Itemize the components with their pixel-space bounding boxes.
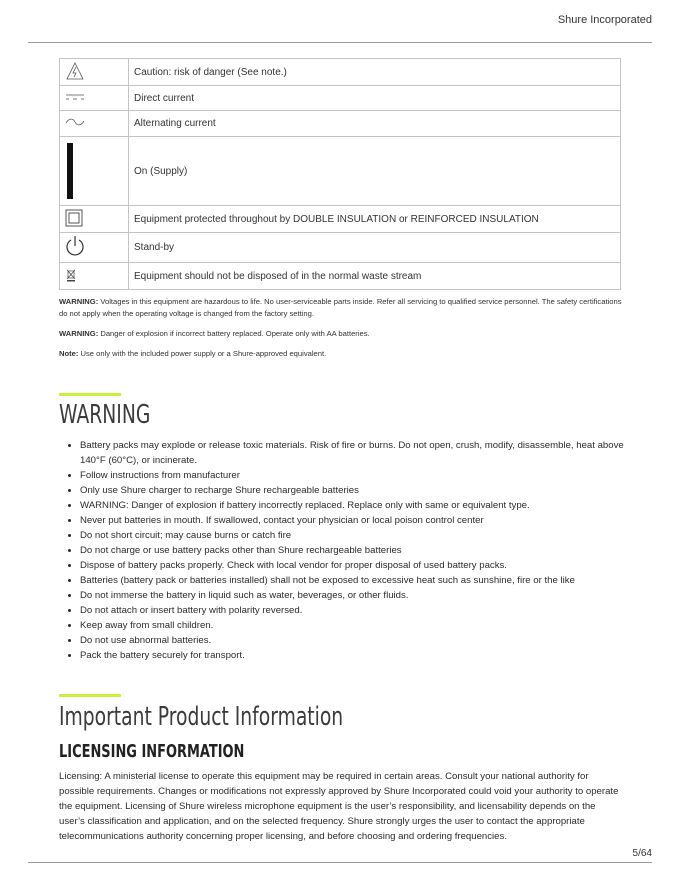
accent-bar <box>59 694 121 697</box>
note-text: Danger of explosion if incorrect battery replaced. Operate only with AA batteries. <box>98 329 370 338</box>
symbol-description: Direct current <box>129 86 621 111</box>
accent-bar <box>59 393 121 396</box>
footer-divider <box>28 862 652 863</box>
icon-cell <box>60 233 129 263</box>
icon-cell <box>60 206 129 233</box>
table-row <box>60 137 621 206</box>
list-item: • Dispose of battery packs properly. Check with local vendor for proper disposal of used battery packs. <box>80 558 640 573</box>
list-item: • Battery packs may explode or release toxic materials. Risk of fire or burns. Do not open, crush, modify, disassemble, heat above 140°F (60°C), or incinerate. <box>80 438 640 468</box>
note-text: Voltages in this equipment are hazardous to life. No user-serviceable parts inside. Refer all servicing to qualified service personnel. The safety certifications do not apply when the operating voltage is changed from the factory setting. <box>59 297 622 318</box>
icon-cell <box>60 263 129 290</box>
table-row <box>60 263 621 290</box>
table-row <box>60 233 621 263</box>
list-item: • Never put batteries in mouth. If swallowed, contact your physician or local poison control center <box>80 513 640 528</box>
caution-triangle-icon <box>65 61 85 81</box>
table-row <box>60 206 621 233</box>
list-item: • Do not immerse the battery in liquid such as water, beverages, or other fluids. <box>80 588 640 603</box>
symbol-description: Caution: risk of danger (See note.) <box>129 59 621 86</box>
symbol-description: On (Supply) <box>129 137 621 206</box>
notes-block <box>59 296 624 368</box>
symbol-description: Equipment should not be disposed of in the normal waste stream <box>129 263 621 290</box>
double-insulation-icon <box>65 209 83 227</box>
symbols-table <box>59 58 621 290</box>
product-info-heading: Important Product Information <box>59 702 344 732</box>
list-item: • Do not short circuit; may cause burns or catch fire <box>80 528 640 543</box>
header-company: Shure Incorporated <box>557 14 652 26</box>
symbol-description: Alternating current <box>129 111 621 137</box>
list-item: • WARNING: Danger of explosion if battery incorrectly replaced. Replace only with same or equivalent type. <box>80 498 640 513</box>
icon-cell <box>60 86 129 111</box>
warning-list <box>62 438 640 663</box>
standby-icon <box>65 235 85 257</box>
list-item: • Follow instructions from manufacturer <box>80 468 640 483</box>
warning-heading: WARNING <box>59 400 151 430</box>
crossed-bin-icon <box>65 268 77 282</box>
symbol-description: Equipment protected throughout by DOUBLE INSULATION or REINFORCED INSULATION <box>129 206 621 233</box>
table-row <box>60 59 621 86</box>
header-divider <box>28 42 652 43</box>
note-prefix: Note: <box>59 349 79 358</box>
list-item: • Keep away from small children. <box>80 618 640 633</box>
direct-current-icon <box>65 92 85 102</box>
alternating-current-icon <box>65 117 85 127</box>
symbol-description: Stand-by <box>129 233 621 263</box>
list-item: • Do not use abnormal batteries. <box>80 633 640 648</box>
icon-cell <box>60 137 129 206</box>
table-row <box>60 86 621 111</box>
licensing-heading: LICENSING INFORMATION <box>59 741 245 762</box>
note-prefix: WARNING: <box>59 297 99 306</box>
note-text: Use only with the included power supply or a Shure-approved equivalent. <box>78 349 327 358</box>
list-item: • Only use Shure charger to recharge Shure rechargeable batteries <box>80 483 640 498</box>
page-number: 5/64 <box>632 848 652 859</box>
licensing-paragraph: Licensing: A ministerial license to operate this equipment may be required in certain areas. Consult your national authority for possible requirements. Changes or modifications not expressly approved by Shure Incorporated could void your authority to operate the equipment. Licensing of Shure wireless microphone equipment is the user’s responsibility, and licensability depends on the user’s classification and application, and on the selected frequency. Shure strongly urges the user to contact the appropriate telecommunications authority concerning proper licensing, and before choosing and ordering frequencies. <box>59 771 619 842</box>
note-paragraph <box>59 296 624 320</box>
list-item: • Do not attach or insert battery with polarity reversed. <box>80 603 640 618</box>
note-paragraph <box>59 328 624 340</box>
icon-cell <box>60 111 129 137</box>
on-supply-icon <box>67 143 73 199</box>
table-row <box>60 111 621 137</box>
list-item: • Pack the battery securely for transport. <box>80 648 640 663</box>
note-paragraph <box>59 348 624 360</box>
icon-cell <box>60 59 129 86</box>
note-prefix: WARNING: <box>59 329 99 338</box>
list-item: • Batteries (battery pack or batteries installed) shall not be exposed to excessive heat such as sunshine, fire or the like <box>80 573 640 588</box>
list-item: • Do not charge or use battery packs other than Shure rechargeable batteries <box>80 543 640 558</box>
